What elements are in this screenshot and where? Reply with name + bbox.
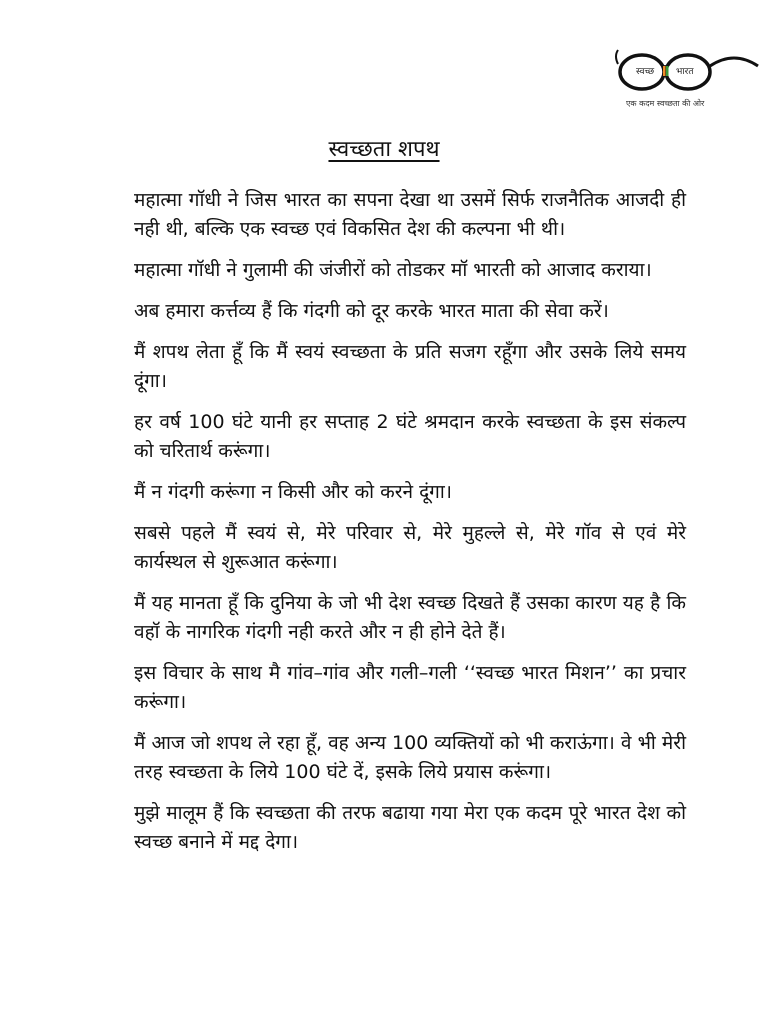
pledge-paragraph-8: मैं यह मानता हूँ कि दुनिया के जो भी देश स्वच्छ दिखते हैं उसका कारण यह है कि वहॉ के नागरिक गंदगी नही करते और न ही होने देते हैं। bbox=[134, 592, 686, 643]
pledge-paragraph-5: हर वर्ष 100 घंटे यानी हर सप्ताह 2 घंटे श्रमदान करके स्वच्छता के इस संकल्प को चरितार्थ करूंगा। bbox=[134, 411, 686, 462]
pledge-paragraph-3: अब हमारा कर्त्तव्य हैं कि गंदगी को दूर करके भारत माता की सेवा करें। bbox=[134, 300, 609, 322]
pledge-paragraph-1: महात्मा गॉधी ने जिस भारत का सपना देखा था उसमें सिर्फ राजनैतिक आजदी ही नही थी, बल्कि एक स्वच्छ एवं विकसित देश की कल्पना भी थी। bbox=[134, 189, 686, 240]
pledge-paragraph-6: मैं न गंदगी करूंगा न किसी और को करने दूंगा। bbox=[134, 481, 453, 503]
logo-word-swachh: स्वच्छ bbox=[636, 67, 655, 77]
pledge-paragraph-10: मैं आज जो शपथ ले रहा हूँ, वह अन्य 100 व्यक्तियों को भी कराऊंगा। वे भी मेरी तरह स्वच्छता के लिये 100 घंटे दें, इसके लिये प्रयास करूंगा। bbox=[134, 732, 686, 783]
logo-tagline: एक कदम स्वच्छता की ओर bbox=[626, 99, 705, 108]
page-title bbox=[0, 136, 768, 164]
pledge-paragraph-11: मुझे मालूम हैं कि स्वच्छता की तरफ बढाया गया मेरा एक कदम पूरे भारत देश को स्वच्छ बनाने में मद्द देगा। bbox=[134, 802, 686, 853]
pledge-paragraph-7: सबसे पहले मैं स्वयं से, मेरे परिवार से, मेरे मुहल्ले से, मेरे गॉव से एवं मेरे कार्यस्थल से शुरूआत करूंगा। bbox=[134, 522, 686, 573]
pledge-body bbox=[134, 186, 686, 869]
logo-word-bharat: भारत bbox=[676, 67, 694, 77]
pledge-paragraph-9: इस विचार के साथ मै गांव–गांव और गली–गली ‘‘स्वच्छ भारत मिशन’’ का प्रचार करूंगा। bbox=[134, 662, 686, 713]
swachh-bharat-logo bbox=[612, 42, 762, 112]
page-title-text: स्वच्छता शपथ bbox=[328, 137, 440, 162]
pledge-paragraph-4: मैं शपथ लेता हूँ कि मैं स्वयं स्वच्छता के प्रति सजग रहूँगा और उसके लिये समय दूंगा। bbox=[134, 341, 686, 392]
pledge-paragraph-2: महात्मा गॉधी ने गुलामी की जंजीरों को तोडकर मॉ भारती को आजाद कराया। bbox=[134, 259, 652, 281]
